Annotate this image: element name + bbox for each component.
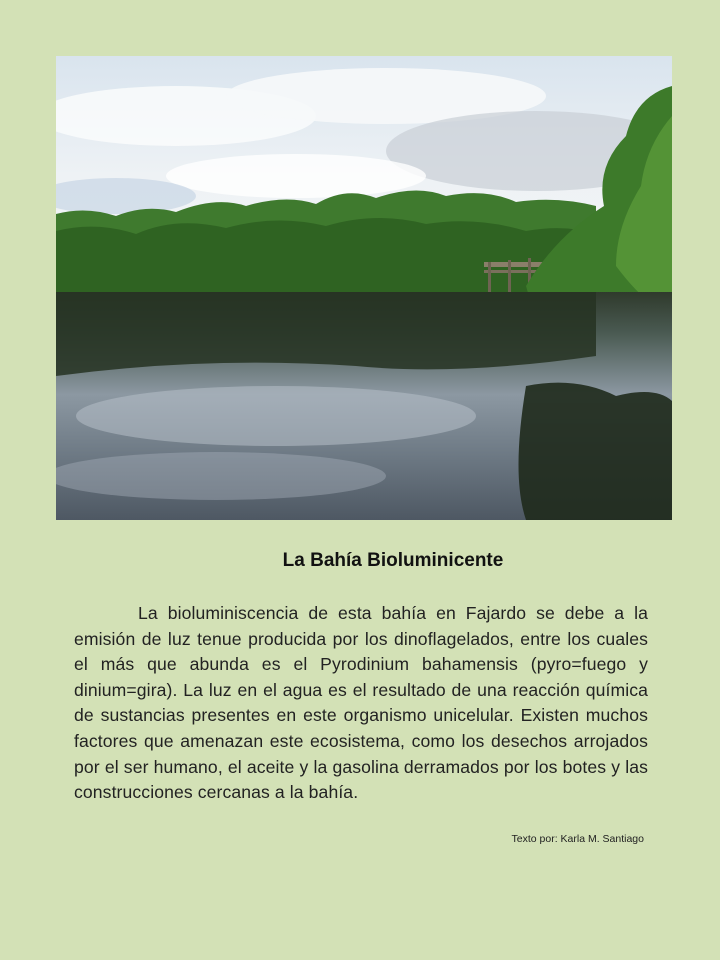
author-credit: Texto por: Karla M. Santiago <box>511 833 644 845</box>
mangrove-bay-photo <box>56 56 672 520</box>
body-paragraph: La bioluminiscencia de esta bahía en Fajardo se debe a la emisión de luz tenue producida por los dinoflagelados, entre los cuales el más que abunda es el Pyrodinium bahamensis (pyro=fuego y dinium=gira). La luz en el agua es el resultado de una reacción química de sustancias presentes en este organismo unicelular. Existen muchos factores que amenazan este ecosistema, como los desechos arrojados por el ser humano, el aceite y la gasolina derramados por los botes y las construcciones cercanas a la bahía. <box>74 603 648 803</box>
page-title: La Bahía Bioluminicente <box>282 550 504 571</box>
